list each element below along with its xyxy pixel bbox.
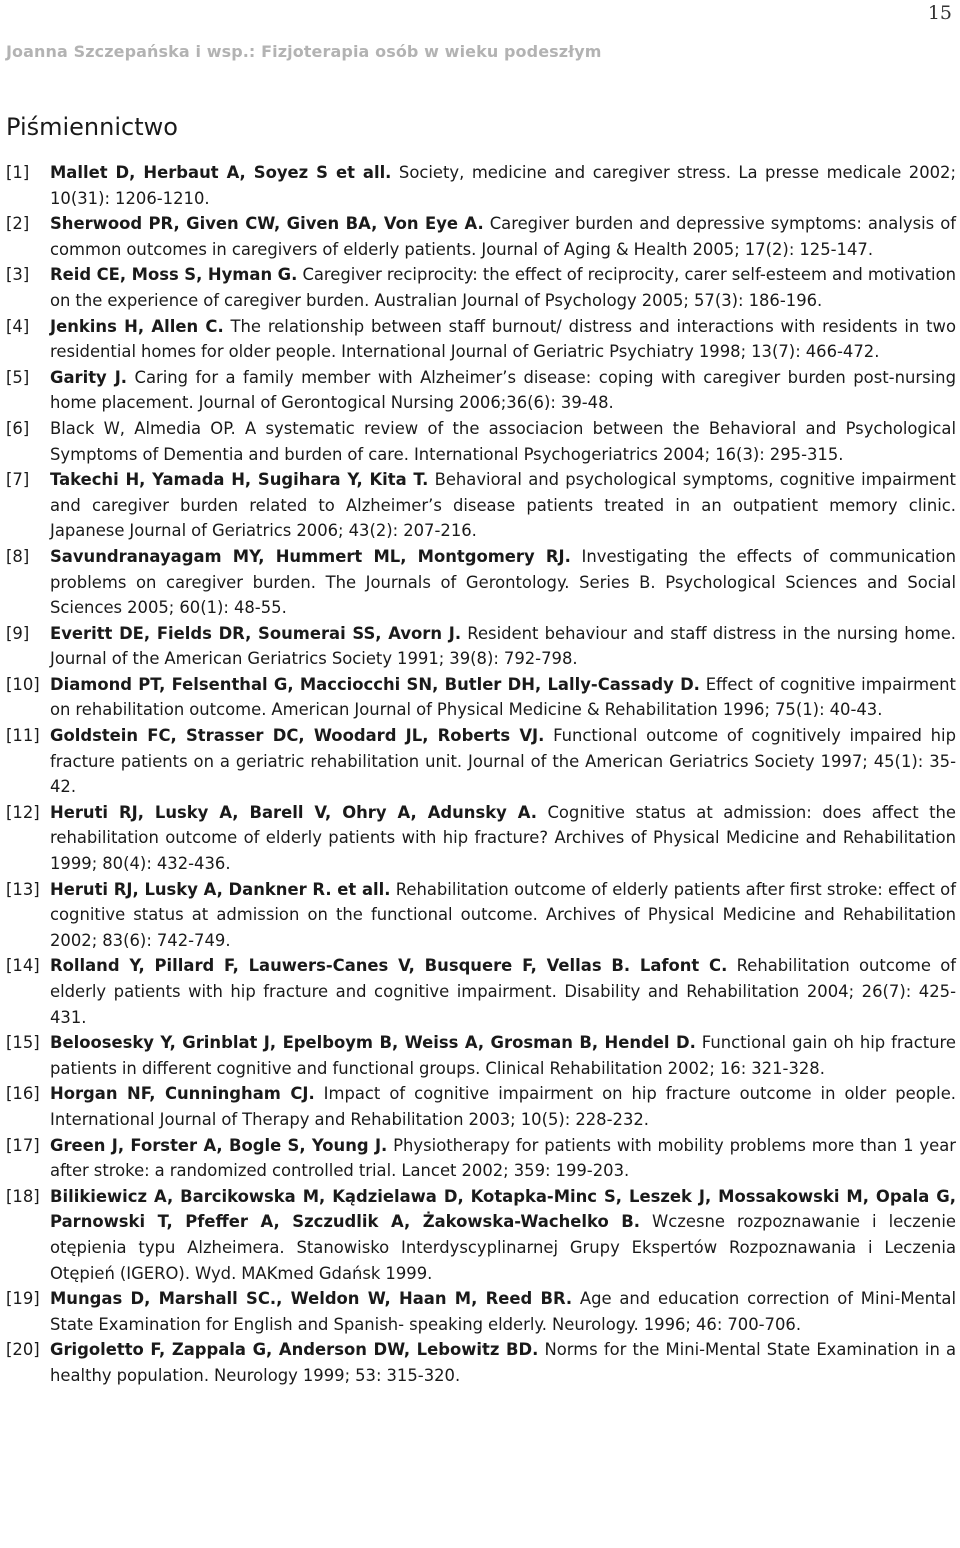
reference-item — [6, 723, 956, 800]
reference-text: Cognitive status at admission: does affect the rehabilitation outcome of elderly patients with hip fracture? Archives of Physical Medicine and Rehabilitation 1999; 80(4): 432-436. — [50, 802, 956, 874]
reference-authors: Savundranayagam MY, Hummert ML, Montgomery RJ. — [50, 546, 571, 566]
reference-text: Norms for the Mini-Mental State Examination in a healthy population. Neurology 1999; 53: 315-320. — [50, 1340, 956, 1385]
reference-text: Society, medicine and caregiver stress. La presse medicale 2002; 10(31): 1206-1210. — [50, 163, 956, 208]
reference-item — [6, 160, 956, 211]
reference-number: [4] — [6, 316, 30, 336]
reference-number: [5] — [6, 367, 30, 387]
reference-item — [6, 211, 956, 262]
reference-authors: Goldstein FC, Strasser DC, Woodard JL, Roberts VJ. — [50, 726, 545, 746]
reference-text: A systematic review of the associacion between the Behavioral and Psychological Symptoms of Dementia and burden of care. International Psychogeriatrics 2004; 16(3): 295-315. — [50, 418, 957, 464]
reference-authors: Takechi H, Yamada H, Sugihara Y, Kita T. — [50, 470, 429, 490]
reference-authors: Rolland Y, Pillard F, Lauwers-Canes V, Busquere F, Vellas B. Lafont C. — [50, 956, 728, 976]
reference-item — [6, 416, 956, 467]
reference-number: [12] — [6, 802, 40, 822]
reference-text: Functional gain oh hip fracture patients in different cognitive and functional groups. Clinical Rehabilitation 2002; 16: 321-328. — [50, 1033, 956, 1078]
reference-authors: Jenkins H, Allen C. — [50, 316, 224, 336]
reference-text: Functional outcome of cognitively impaired hip fracture patients on a geriatric rehabilitation unit. Journal of the American Geriatrics Society 1997; 45(1): 35-42. — [50, 726, 956, 797]
reference-item — [6, 467, 956, 544]
reference-item — [6, 953, 956, 1030]
reference-authors: Mungas D, Marshall SC., Weldon W, Haan M, Reed BR. — [50, 1289, 573, 1309]
reference-text: Impact of cognitive impairment on hip fracture outcome in older people. International Journal of Therapy and Rehabilitation 2003; 10(5): 228-232. — [50, 1084, 957, 1129]
page-number: 15 — [927, 2, 952, 24]
reference-authors: Beloosesky Y, Grinblat J, Epelboym B, Weiss A, Grosman B, Hendel D. — [50, 1033, 696, 1053]
reference-number: [15] — [6, 1033, 40, 1053]
reference-authors: Heruti RJ, Lusky A, Barell V, Ohry A, Adunsky A. — [50, 802, 537, 822]
reference-authors: Garity J. — [50, 367, 128, 387]
reference-text: Rehabilitation outcome of elderly patients with hip fracture and cognitive impairment. Disability and Rehabilitation 2004; 26(7): 425-431. — [50, 956, 957, 1027]
reference-authors: Green J, Forster A, Bogle S, Young J. — [50, 1135, 388, 1155]
reference-authors: Sherwood PR, Given CW, Given BA, Von Eye A. — [50, 214, 484, 234]
reference-number: [3] — [6, 265, 30, 285]
reference-number: [1] — [6, 163, 30, 182]
reference-number: [13] — [6, 879, 40, 899]
reference-item — [6, 1337, 956, 1388]
reference-authors: Horgan NF, Cunningham CJ. — [50, 1084, 315, 1104]
reference-text: Behavioral and psychological symptoms, cognitive impairment and caregiver burden related to Alzheimer’s disease patients treated in an outpatient memory clinic. Japanese Journal of Geriatrics 2006; 43(2): 207-216. — [50, 470, 956, 541]
reference-number: [9] — [6, 623, 30, 643]
reference-number: [17] — [6, 1135, 40, 1155]
reference-item — [6, 262, 956, 313]
reference-text: Physiotherapy for patients with mobility problems more than 1 year after stroke: a randomized controlled trial. Lancet 2002; 359: 199-203. — [50, 1135, 956, 1181]
reference-item — [6, 800, 956, 877]
reference-number: [16] — [6, 1084, 40, 1104]
reference-item — [6, 365, 956, 416]
reference-text: The relationship between staff burnout/ distress and interactions with residents in two residential homes for older people. International Journal of Geriatric Psychiatry 1998; 13(7): 466-472. — [50, 316, 956, 362]
reference-text: Wczesne rozpoznawanie i leczenie otępienia typu Alzheimera. Stanowisko Interdyscyplinarnej Grupy Ekspertów Rozpoznawania i Leczenia Otępień (IGERO). Wyd. MAKmed Gdańsk 1999. — [50, 1212, 956, 1283]
reference-authors: Grigoletto F, Zappala G, Anderson DW, Lebowitz BD. — [50, 1340, 539, 1360]
reference-item — [6, 1030, 956, 1081]
reference-number: [6] — [6, 418, 30, 438]
reference-authors: Diamond PT, Felsenthal G, Macciocchi SN, Butler DH, Lally-Cassady D. — [50, 674, 700, 694]
reference-text: Rehabilitation outcome of elderly patients after first stroke: effect of cognitive status at admission on the functional outcome. Archives of Physical Medicine and Rehabilitation 2002; 83(6): 742-749. — [50, 879, 956, 950]
reference-item — [6, 1286, 956, 1337]
reference-authors: Black W, Almedia OP. — [50, 418, 236, 438]
reference-item — [6, 672, 956, 723]
reference-number: [11] — [6, 726, 40, 746]
reference-number: [19] — [6, 1289, 40, 1309]
reference-number: [14] — [6, 956, 40, 976]
reference-text: Resident behaviour and staff distress in the nursing home. Journal of the American Geriatrics Society 1991; 39(8): 792-798. — [50, 623, 956, 669]
reference-item — [6, 1133, 956, 1184]
reference-list — [6, 160, 956, 1389]
reference-item — [6, 877, 956, 954]
reference-authors: Bilikiewicz A, Barcikowska M, Kądzielawa D, Kotapka-Minc S, Leszek J, Mossakowski M, Opala G, Parnowski T, Pfeffer A, Szczudlik A, Żakowska-Wachelko B. — [50, 1186, 956, 1232]
reference-item — [6, 621, 956, 672]
reference-number: [20] — [6, 1340, 40, 1360]
running-header: Joanna Szczepańska i wsp.: Fizjoterapia osób w wieku podeszłym — [6, 42, 602, 61]
reference-number: [2] — [6, 214, 30, 234]
reference-number: [7] — [6, 470, 30, 490]
reference-item — [6, 314, 956, 365]
reference-text: Caregiver reciprocity: the effect of reciprocity, carer self-esteem and motivation on the experience of caregiver burden. Australian Journal of Psychology 2005; 57(3): 186-196. — [50, 265, 957, 310]
reference-number: [8] — [6, 546, 30, 566]
reference-text: Age and education correction of Mini-Mental State Examination for English and Spanish- speaking elderly. Neurology. 1996; 46: 700-706. — [50, 1289, 956, 1334]
reference-item — [6, 1184, 956, 1286]
reference-item — [6, 1081, 956, 1132]
reference-text: Effect of cognitive impairment on rehabilitation outcome. American Journal of Physical Medicine & Rehabilitation 1996; 75(1): 40-43. — [50, 674, 956, 720]
reference-text: Caring for a family member with Alzheimer’s disease: coping with caregiver burden post-nursing home placement. Journal of Gerontogical Nursing 2006;36(6): 39-48. — [50, 367, 956, 413]
reference-number: [10] — [6, 674, 40, 694]
reference-authors: Heruti RJ, Lusky A, Dankner R. et all. — [50, 879, 391, 899]
reference-number: [18] — [6, 1186, 40, 1206]
reference-text: Caregiver burden and depressive symptoms: analysis of common outcomes in caregivers of elderly patients. Journal of Aging & Health 2005; 17(2): 125-147. — [50, 214, 956, 259]
reference-text: Investigating the effects of communication problems on caregiver burden. The Journals of Gerontology. Series B. Psychological Sciences and Social Sciences 2005; 60(1): 48-55. — [50, 546, 956, 618]
section-title: Piśmiennictwo — [6, 113, 178, 141]
reference-authors: Reid CE, Moss S, Hyman G. — [50, 265, 298, 285]
reference-item — [6, 544, 956, 621]
reference-authors: Mallet D, Herbaut A, Soyez S et all. — [50, 163, 392, 182]
reference-authors: Everitt DE, Fields DR, Soumerai SS, Avorn J. — [50, 623, 462, 643]
